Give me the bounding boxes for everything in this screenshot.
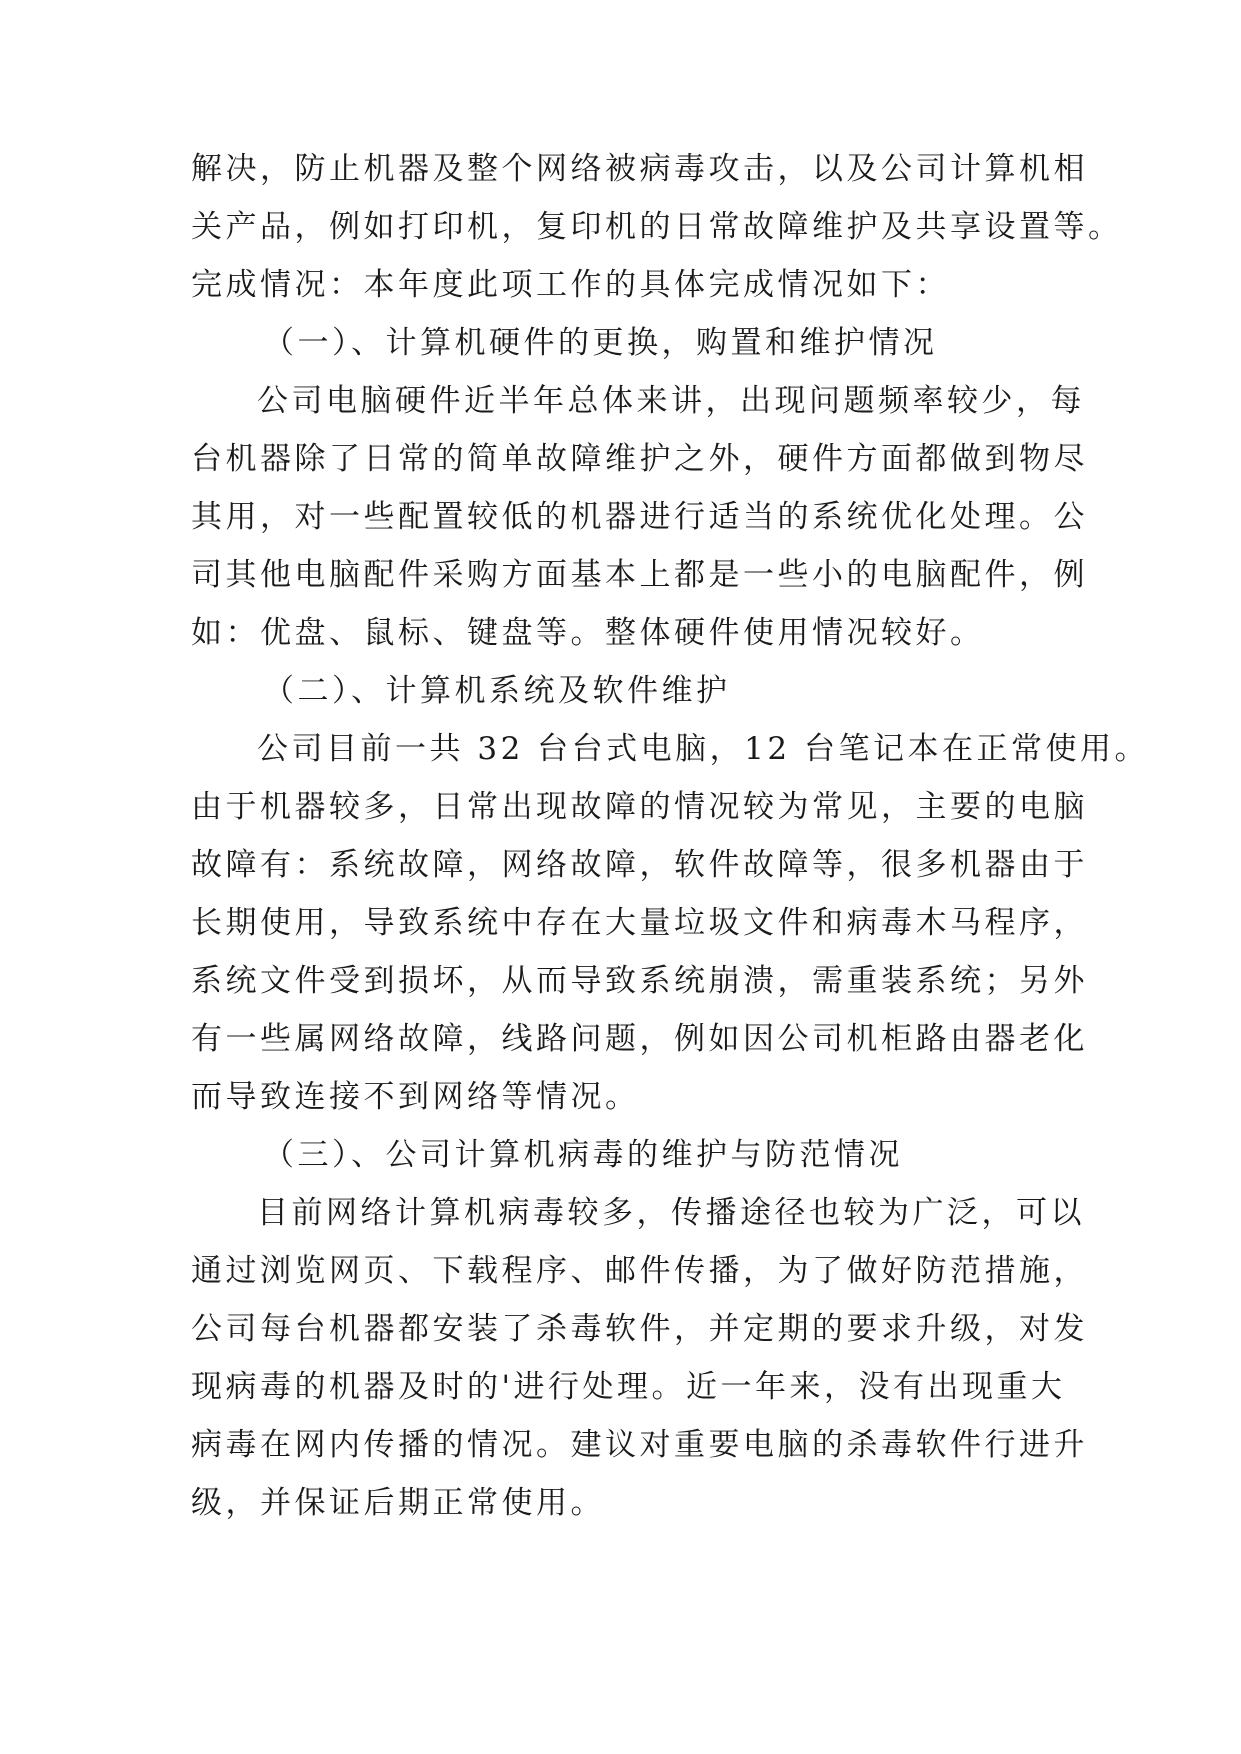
paragraph-line: 关产品，例如打印机，复印机的日常故障维护及共享设置等。 [191, 209, 1123, 245]
paragraph-line: 长期使用，导致系统中存在大量垃圾文件和病毒木马程序， [191, 905, 1088, 941]
section-heading: （二）、计算机系统及软件维护 [263, 673, 731, 709]
document-body [191, 140, 1149, 1532]
paragraph-line: 有一些属网络故障，线路问题，例如因公司机柜路由器老化 [191, 1021, 1088, 1057]
paragraph-line: 公司目前一共 32 台台式电脑，12 台笔记本在正常使用。 [257, 731, 1149, 767]
paragraph-line: 由于机器较多，日常出现故障的情况较为常见，主要的电脑 [191, 789, 1088, 825]
paragraph-line: 其用，对一些配置较低的机器进行适当的系统优化处理。公 [191, 499, 1088, 535]
section-heading: （一）、计算机硬件的更换，购置和维护情况 [263, 325, 938, 361]
paragraph-line: 现病毒的机器及时的'进行处理。近一年来，没有出现重大 [191, 1369, 1066, 1405]
paragraph-line: 如：优盘、鼠标、键盘等。整体硬件使用情况较好。 [191, 615, 985, 651]
paragraph-line: 系统文件受到损坏，从而导致系统崩溃，需重装系统；另外 [191, 963, 1088, 999]
paragraph-line: 目前网络计算机病毒较多，传播途径也较为广泛，可以 [257, 1195, 1085, 1231]
paragraph-line: 病毒在网内传播的情况。建议对重要电脑的杀毒软件行进升 [191, 1427, 1088, 1463]
paragraph-line: 台机器除了日常的简单故障维护之外，硬件方面都做到物尽 [191, 441, 1088, 477]
paragraph-line: 完成情况：本年度此项工作的具体完成情况如下： [191, 267, 950, 303]
paragraph-line: 级，并保证后期正常使用。 [191, 1485, 605, 1521]
paragraph-line: 司其他电脑配件采购方面基本上都是一些小的电脑配件，例 [191, 557, 1088, 593]
paragraph-line: 解决，防止机器及整个网络被病毒攻击，以及公司计算机相 [191, 151, 1088, 187]
paragraph-line: 故障有：系统故障，网络故障，软件故障等，很多机器由于 [191, 847, 1088, 883]
paragraph-line: 公司每台机器都安装了杀毒软件，并定期的要求升级，对发 [191, 1311, 1088, 1347]
paragraph-line: 而导致连接不到网络等情况。 [191, 1079, 640, 1115]
section-heading: （三）、公司计算机病毒的维护与防范情况 [263, 1137, 903, 1173]
paragraph-line: 通过浏览网页、下载程序、邮件传播，为了做好防范措施， [191, 1253, 1088, 1289]
paragraph-line: 公司电脑硬件近半年总体来讲，出现问题频率较少，每 [257, 383, 1085, 419]
